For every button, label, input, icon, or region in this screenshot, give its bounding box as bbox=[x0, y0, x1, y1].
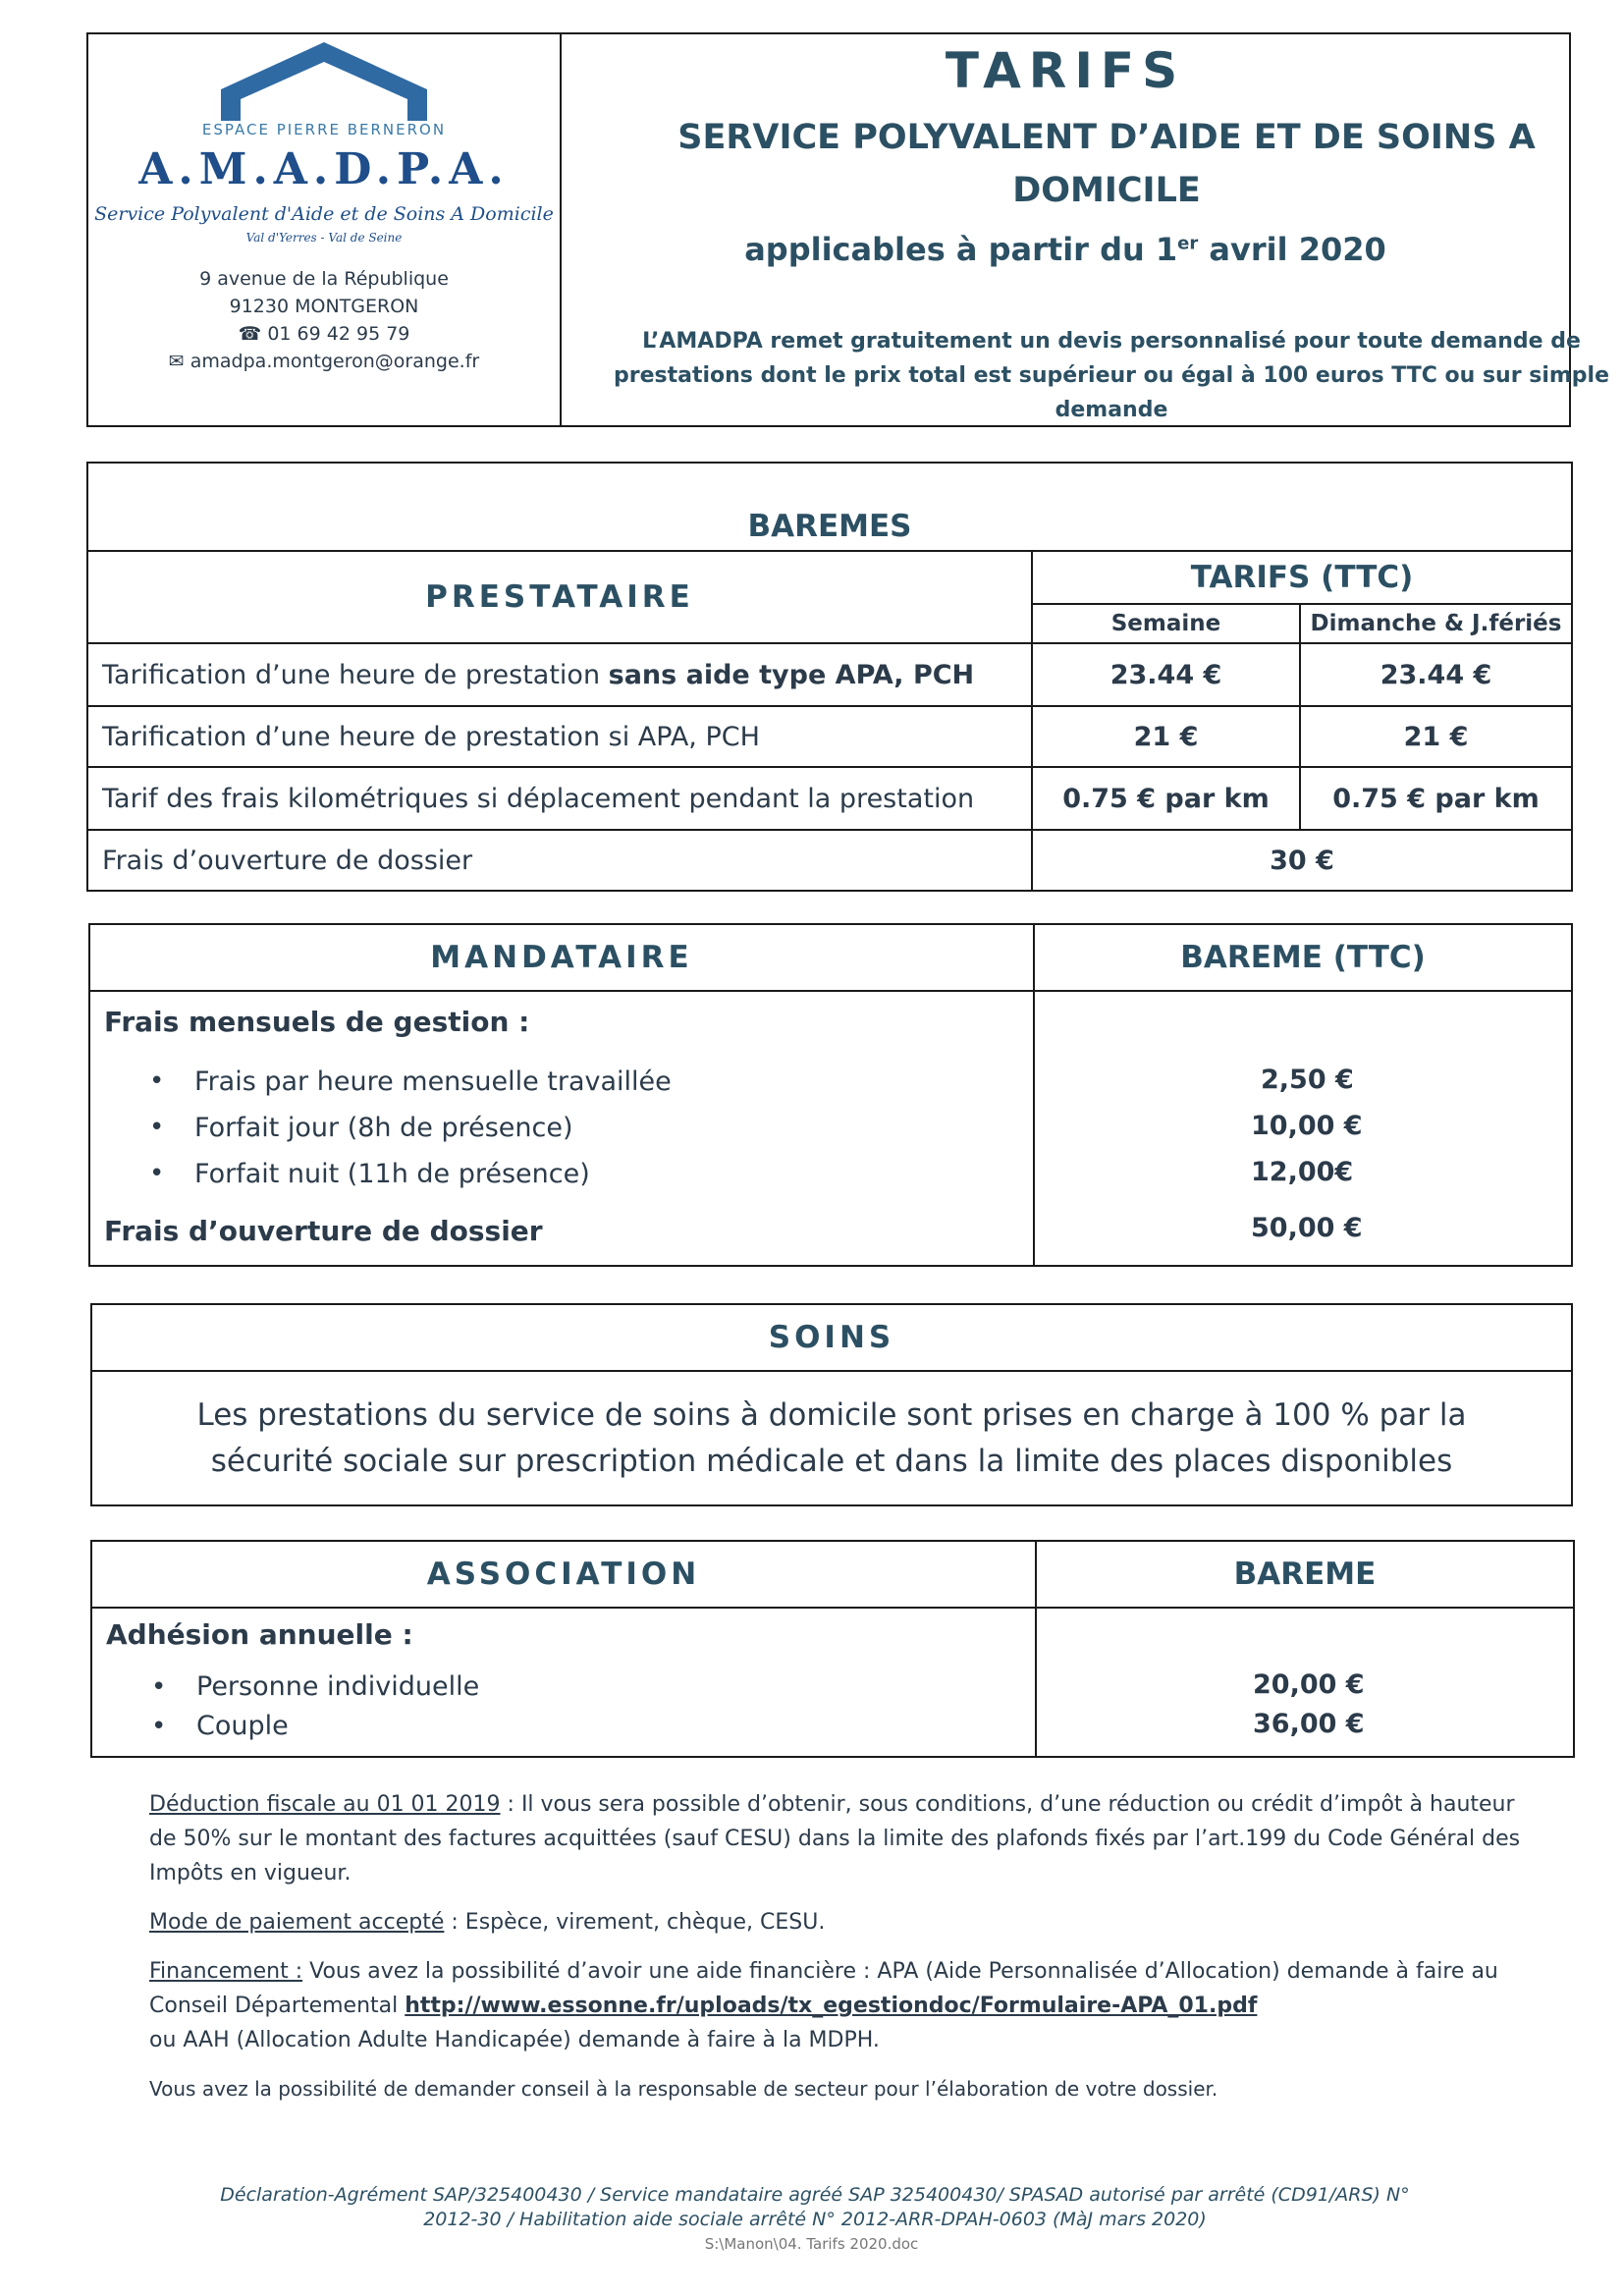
mandataire-table bbox=[88, 923, 1571, 1267]
row-dimanche-value: 0.75 € par km bbox=[1300, 767, 1572, 830]
soins-table bbox=[90, 1303, 1573, 1506]
conseil-note: Vous avez la possibilité de demander conseil à la responsable de secteur pour l’élaboration de votre dossier. bbox=[149, 2077, 1218, 2101]
list-item: • Frais par heure mensuelle travaillée bbox=[90, 1059, 1033, 1105]
gestion-list bbox=[90, 1059, 1033, 1197]
table-row bbox=[87, 706, 1572, 767]
logo-subtitle-2: Val d'Yerres - Val de Seine bbox=[245, 231, 403, 245]
baremes-title: BAREMES bbox=[87, 463, 1572, 551]
adhesion-list bbox=[92, 1667, 1035, 1746]
row-label: Tarification d’une heure de prestation sans aide type APA, PCH bbox=[87, 643, 1032, 706]
list-item-value: 2,50 € bbox=[1261, 1065, 1354, 1095]
deduction-note bbox=[149, 1787, 1543, 1890]
logo-name: A.M.A.D.P.A. bbox=[138, 144, 510, 194]
list-item: • Forfait nuit (11h de présence) bbox=[90, 1151, 1033, 1197]
financement-title: Financement : bbox=[149, 1959, 303, 1984]
list-item: • Personne individuelle bbox=[92, 1667, 1035, 1707]
mandataire-values bbox=[1034, 991, 1572, 1266]
row-dimanche-value: 21 € bbox=[1300, 706, 1572, 767]
ouverture-label: Frais d’ouverture de dossier bbox=[87, 830, 1032, 891]
footer-agrement bbox=[157, 2183, 1473, 2232]
row-dimanche-value: 23.44 € bbox=[1300, 643, 1572, 706]
semaine-header: Semaine bbox=[1032, 604, 1300, 643]
ouverture-value: 30 € bbox=[1032, 830, 1572, 891]
paiement-title: Mode de paiement accepté bbox=[149, 1910, 445, 1935]
row-semaine-value: 21 € bbox=[1032, 706, 1300, 767]
mandataire-ouverture-value: 50,00 € bbox=[1251, 1213, 1363, 1243]
paiement-text: : Espèce, virement, chèque, CESU. bbox=[444, 1910, 826, 1935]
table-row bbox=[87, 643, 1572, 706]
phone-number: ☎ 01 69 42 95 79 bbox=[238, 323, 410, 345]
adhesion-label: Adhésion annuelle : bbox=[106, 1618, 413, 1651]
deduction-text: : Il vous sera possible d’obtenir, sous conditions, d’une réduction ou crédit d’impôt à hauteur de 50% sur le montant des factures acquittées (sauf CESU) dans la limite des plafonds fixés par l’art.199 du Code Général des Impôts en vigueur. bbox=[149, 1792, 1521, 1886]
gestion-label: Frais mensuels de gestion : bbox=[104, 1006, 530, 1038]
row-semaine-value: 0.75 € par km bbox=[1032, 767, 1300, 830]
association-bareme-header: BAREME bbox=[1036, 1541, 1574, 1608]
association-details bbox=[91, 1608, 1036, 1757]
paiement-note bbox=[149, 1905, 1543, 1940]
devis-notice: L’AMADPA remet gratuitement un devis personnalisé pour toute demande de prestations dont le prix total est supérieur ou égal à 100 euros TTC ou sur simple demande bbox=[614, 329, 1609, 422]
deduction-title: Déduction fiscale au 01 01 2019 bbox=[149, 1792, 501, 1817]
logo-subtitle: Service Polyvalent d'Aide et de Soins A Domicile bbox=[94, 203, 554, 225]
logo-espace-text: ESPACE PIERRE BERNERON bbox=[201, 121, 447, 138]
list-item-value: 10,00 € bbox=[1251, 1111, 1363, 1141]
row-label: Tarif des frais kilométriques si déplacement pendant la prestation bbox=[87, 767, 1032, 830]
email-address: ✉ amadpa.montgeron@orange.fr bbox=[168, 351, 480, 372]
row-label: Tarification d’une heure de prestation si APA, PCH bbox=[87, 706, 1032, 767]
file-path: S:\Manon\04. Tarifs 2020.doc bbox=[704, 2235, 919, 2253]
title-cell bbox=[562, 34, 1609, 425]
association-table bbox=[90, 1540, 1573, 1758]
financement-note bbox=[149, 1954, 1543, 2057]
mandataire-ouverture-label: Frais d’ouverture de dossier bbox=[104, 1215, 543, 1247]
row-semaine-value: 23.44 € bbox=[1032, 643, 1300, 706]
house-roof-icon bbox=[221, 42, 427, 123]
address-city: 91230 MONTGERON bbox=[229, 296, 419, 317]
list-item-value: 12,00€ bbox=[1251, 1157, 1354, 1187]
tarifs-header: TARIFS (TTC) bbox=[1032, 551, 1572, 604]
applicable-date: applicables à partir du 1er avril 2020 bbox=[744, 231, 1386, 268]
table-row bbox=[87, 830, 1572, 891]
list-item-value: 36,00 € bbox=[1253, 1709, 1365, 1739]
page-subtitle: SERVICE POLYVALENT D’AIDE ET DE SOINS A DOMICILE bbox=[677, 118, 1536, 210]
soins-text: Les prestations du service de soins à domicile sont prises en charge à 100 % par la sécurité sociale sur prescription médicale et dans la limite des places disponibles bbox=[91, 1371, 1572, 1505]
page-title: TARIFS bbox=[945, 42, 1186, 99]
list-item-value: 20,00 € bbox=[1253, 1669, 1365, 1700]
soins-header: SOINS bbox=[91, 1304, 1572, 1371]
prestataire-header: PRESTATAIRE bbox=[87, 551, 1032, 643]
association-header: ASSOCIATION bbox=[91, 1541, 1036, 1608]
address-street: 9 avenue de la République bbox=[199, 268, 449, 290]
list-item: • Forfait jour (8h de présence) bbox=[90, 1105, 1033, 1151]
list-item: • Couple bbox=[92, 1707, 1035, 1746]
association-values bbox=[1036, 1608, 1574, 1757]
mandataire-bareme-header: BAREME (TTC) bbox=[1034, 924, 1572, 991]
apa-form-link[interactable]: http://www.essonne.fr/uploads/tx_egestiondoc/Formulaire-APA_01.pdf bbox=[405, 1994, 1258, 2018]
logo-cell bbox=[88, 34, 562, 425]
financement-text-2: ou AAH (Allocation Adulte Handicapée) demande à faire à la MDPH. bbox=[149, 2028, 880, 2052]
footer-line-1: Déclaration-Agrément SAP/325400430 / Service mandataire agréé SAP 325400430/ SPASAD autorisé par arrêté (CD91/ARS) N° bbox=[220, 2184, 1410, 2206]
table-row bbox=[87, 767, 1572, 830]
financement-text: Vous avez la possibilité d’avoir une aide financière : APA (Aide Personnalisée d’Allocation) demande à faire au Conseil Départemental bbox=[149, 1959, 1498, 2018]
mandataire-header: MANDATAIRE bbox=[89, 924, 1034, 991]
baremes-table bbox=[86, 462, 1571, 890]
footer-line-2: 2012-30 / Habilitation aide sociale arrêté N° 2012-ARR-DPAH-0603 (MàJ mars 2020) bbox=[423, 2209, 1207, 2230]
mandataire-details bbox=[89, 991, 1034, 1266]
header-box bbox=[86, 32, 1609, 427]
dimanche-header: Dimanche & J.fériés bbox=[1300, 604, 1572, 643]
